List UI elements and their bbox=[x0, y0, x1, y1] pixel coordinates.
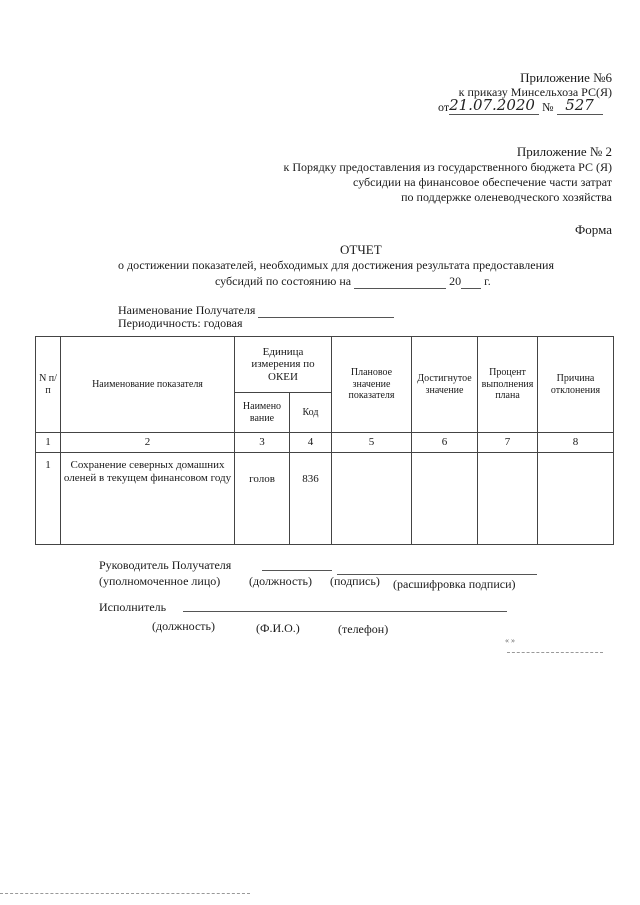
header-reason: Причина отклонения bbox=[538, 337, 614, 433]
report-table bbox=[35, 336, 614, 545]
year-suffix: г. bbox=[484, 274, 491, 288]
date-prefix: от bbox=[438, 100, 450, 114]
date-marks: « » bbox=[505, 636, 515, 645]
table-row bbox=[36, 453, 614, 545]
header-name: Наименование показателя bbox=[61, 337, 235, 433]
head-position-line bbox=[262, 570, 332, 571]
bottom-scan-line bbox=[0, 893, 250, 894]
executor-phone-caption: (телефон) bbox=[338, 622, 389, 636]
col-number-3: 3 bbox=[235, 433, 290, 453]
as-of-date-blank bbox=[354, 273, 446, 289]
executor-label: Исполнитель bbox=[99, 600, 167, 614]
authorized-person-label: (уполномоченное лицо) bbox=[99, 574, 221, 588]
header-achieved: Достигнутое значение bbox=[412, 337, 478, 433]
row-percent bbox=[478, 453, 538, 545]
number-label: № bbox=[542, 100, 554, 114]
appendix6-order-line: к приказу Минсельхоза РС(Я) bbox=[458, 85, 612, 99]
row-unit-name: голов bbox=[235, 453, 290, 545]
col-number-2: 2 bbox=[61, 433, 235, 453]
head-of-recipient-label: Руководитель Получателя bbox=[99, 558, 232, 572]
recipient-blank bbox=[258, 302, 394, 318]
appendix2-line-1: к Порядку предоставления из государственного бюджета РС (Я) bbox=[283, 160, 612, 174]
col-number-8: 8 bbox=[538, 433, 614, 453]
form-label: Форма bbox=[575, 222, 612, 237]
col-number-7: 7 bbox=[478, 433, 538, 453]
signature-caption: (подпись) bbox=[330, 574, 380, 588]
col-number-6: 6 bbox=[412, 433, 478, 453]
date-dotted-line bbox=[507, 652, 603, 653]
header-unit: Единица измерения по ОКЕИ bbox=[235, 337, 332, 393]
executor-position-caption: (должность) bbox=[152, 619, 215, 633]
executor-line bbox=[183, 611, 507, 612]
col-number-5: 5 bbox=[332, 433, 412, 453]
appendix6-order-date-line bbox=[438, 96, 603, 115]
periodicity: Периодичность: годовая bbox=[118, 316, 243, 330]
header-planned: Плановое значение показателя bbox=[332, 337, 412, 433]
report-subtitle-line2 bbox=[215, 273, 491, 289]
col-number-4: 4 bbox=[290, 433, 332, 453]
row-unit-code: 836 bbox=[290, 453, 332, 545]
header-percent: Процент выполнения плана bbox=[478, 337, 538, 433]
appendix2-line-2: субсидии на финансовое обеспечение части затрат bbox=[353, 175, 612, 189]
row-reason bbox=[538, 453, 614, 545]
as-of-label: субсидий по состоянию на bbox=[215, 274, 352, 288]
handwritten-date: 21.07.2020 bbox=[449, 96, 539, 115]
col-number-1: 1 bbox=[36, 433, 61, 453]
header-num: N п/п bbox=[36, 337, 61, 433]
year-prefix: 20 bbox=[449, 274, 462, 288]
report-subtitle-line1: о достижении показателей, необходимых для достижения результата предоставления bbox=[118, 258, 554, 272]
appendix6-title: Приложение №6 bbox=[520, 70, 612, 85]
executor-fio-caption: (Ф.И.О.) bbox=[256, 621, 300, 635]
appendix2-line-3: по поддержке оленеводческого хозяйства bbox=[401, 190, 612, 204]
handwritten-number: 527 bbox=[557, 96, 603, 115]
recipient-label: Наименование Получателя bbox=[118, 303, 256, 317]
row-indicator-name: Сохранение северных домашних оленей в текущем финансовом году bbox=[61, 453, 235, 545]
position-caption: (должность) bbox=[249, 574, 312, 588]
appendix2-title: Приложение № 2 bbox=[516, 144, 612, 159]
year-blank bbox=[461, 273, 481, 289]
header-unit-name: Наимено вание bbox=[235, 393, 290, 433]
row-planned bbox=[332, 453, 412, 545]
signature-decoding-caption: (расшифровка подписи) bbox=[393, 577, 516, 591]
row-num: 1 bbox=[36, 453, 61, 545]
row-achieved bbox=[412, 453, 478, 545]
header-unit-code: Код bbox=[290, 393, 332, 433]
report-title: ОТЧЕТ bbox=[340, 242, 382, 257]
